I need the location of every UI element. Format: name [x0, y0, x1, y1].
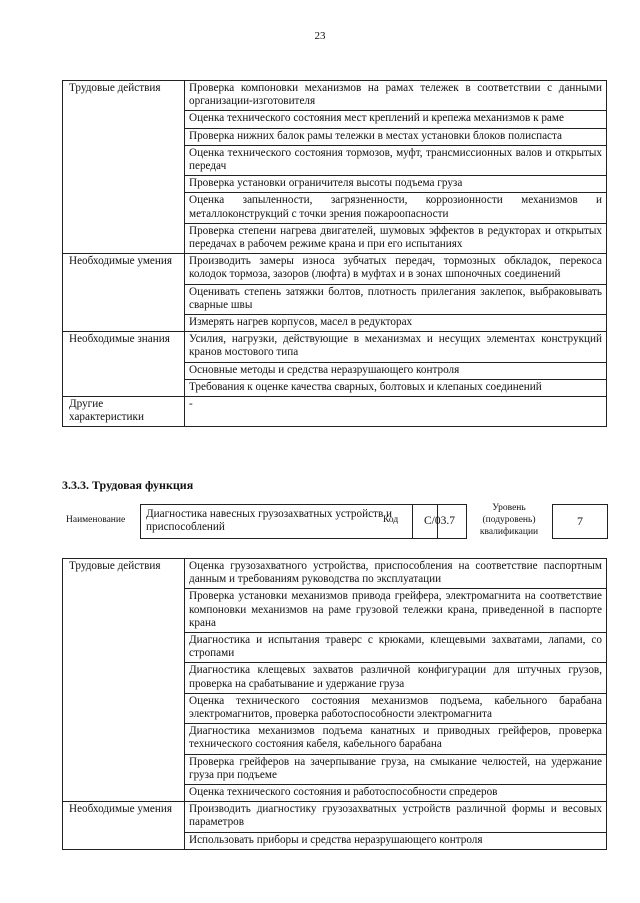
qualification-level-value: 7 — [552, 504, 608, 539]
section-heading: 3.3.3. Трудовая функция — [62, 478, 194, 492]
table-row — [63, 254, 607, 284]
row-item: Производить замеры износа зубчатых передач, тормозных обкладок, перекоса колодок тормоза, зазоров (люфта) в муфтах и в зонах шпоночных соединений — [185, 254, 607, 284]
row-item: Проверка установки ограничителя высоты подъема груза — [185, 176, 607, 193]
row-item: Диагностика клещевых захватов различной конфигурации для штучных грузов, проверка на срабатывание и удержание груза — [185, 663, 607, 693]
code-label: Код — [383, 515, 399, 525]
page-number: 23 — [314, 30, 326, 42]
row-item: Оценка технического состояния механизмов подъема, кабельного барабана электромагнитов, проверка работоспособности электромагнита — [185, 693, 607, 723]
table-row — [63, 81, 607, 111]
row-category: Необходимые умения — [63, 254, 185, 332]
row-item: Оценка технического состояния тормозов, муфт, трансмиссионных валов и открытых передач — [185, 145, 607, 175]
row-item: Измерять нагрев корпусов, масел в редукторах — [185, 315, 607, 332]
table-row — [63, 802, 607, 832]
row-item: Производить диагностику грузозахватных устройств различной формы и весовых параметров — [185, 802, 607, 832]
row-item: Оценка технического состояния и работоспособности спредеров — [185, 785, 607, 802]
row-item: - — [185, 397, 607, 427]
row-category: Трудовые действия — [63, 559, 185, 802]
row-item: Оценка технического состояния мест креплений и крепежа механизмов к раме — [185, 111, 607, 128]
row-category: Трудовые действия — [63, 81, 185, 254]
row-category: Другие характеристики — [63, 397, 185, 427]
labor-function-table-2 — [62, 558, 607, 850]
qualification-level-label: Уровень (подуровень) квалификации — [479, 503, 539, 537]
row-item: Проверка нижних балок рамы тележки в местах установки блоков полиспаста — [185, 128, 607, 145]
code-value: C/03.7 — [412, 504, 467, 539]
row-item: Проверка степени нагрева двигателей, шумовых эффектов в редукторах и открытых передачах в рабочем режиме крана и при его испытаниях — [185, 223, 607, 253]
row-item: Проверка установки механизмов привода грейфера, электромагнита на соответствие компоновки механизмов на раме грузовой тележки крана, приведенной в паспорте крана — [185, 589, 607, 633]
row-item: Диагностика механизмов подъема канатных и приводных грейферов, проверка технического состояния кабеля, кабельного барабана — [185, 724, 607, 754]
name-label: Наименование — [66, 515, 126, 525]
table-row — [63, 397, 607, 427]
table-row — [63, 332, 607, 362]
row-item: Диагностика и испытания траверс с крюками, клещевыми захватами, лапами, со стропами — [185, 633, 607, 663]
row-category: Необходимые знания — [63, 332, 185, 397]
row-item: Оценка запыленности, загрязненности, коррозионности механизмов и металлоконструкций с точки зрения пожароопасности — [185, 193, 607, 223]
table-row — [63, 559, 607, 589]
labor-function-table-1 — [62, 80, 607, 427]
row-item: Требования к оценке качества сварных, болтовых и клепаных соединений — [185, 379, 607, 396]
row-item: Основные методы и средства неразрушающего контроля — [185, 362, 607, 379]
row-item: Оценка грузозахватного устройства, приспособления на соответствие паспортным данным и требованиям руководства по эксплуатации — [185, 559, 607, 589]
row-item: Усилия, нагрузки, действующие в механизмах и несущих элементах конструкций кранов мостового типа — [185, 332, 607, 362]
name-value: Диагностика навесных грузозахватных устройств и приспособлений — [140, 504, 438, 539]
row-category: Необходимые умения — [63, 802, 185, 850]
row-item: Оценивать степень затяжки болтов, плотность прилегания заклепок, выбраковывать сварные швы — [185, 284, 607, 314]
labor-function-header — [62, 502, 606, 546]
row-item: Проверка грейферов на зачерпывание груза, на смыкание челюстей, на удержание груза при подъеме — [185, 754, 607, 784]
row-item: Проверка компоновки механизмов на рамах тележек в соответствии с данными организации-изготовителя — [185, 81, 607, 111]
row-item: Использовать приборы и средства неразрушающего контроля — [185, 832, 607, 849]
